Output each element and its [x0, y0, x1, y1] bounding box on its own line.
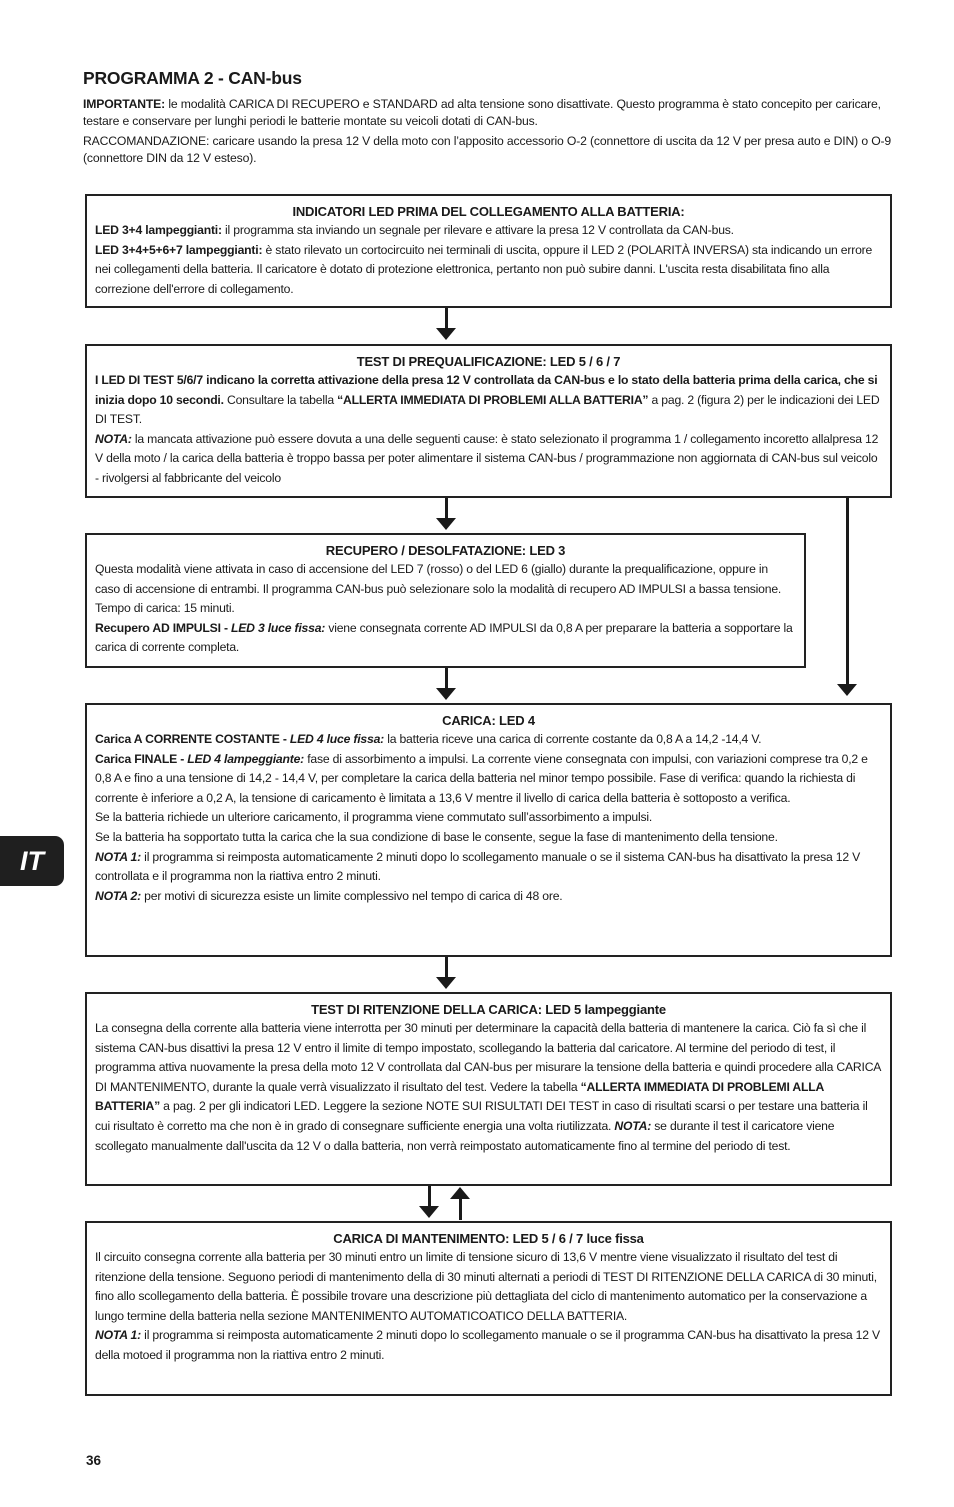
table-reference: “ALLERTA IMMEDIATA DI PROBLEMI ALLA BATTERIA”	[95, 1079, 824, 1114]
text: il programma sta inviando un segnale per rilevare e attivare la presa 12 V controllata da CAN-bus.	[221, 223, 734, 237]
down-arrow-icon	[419, 1206, 439, 1218]
down-arrow-icon	[837, 684, 857, 696]
text: Consultare la tabella	[223, 392, 338, 407]
led-label: LED 4 luce fissa:	[289, 732, 385, 746]
box-paragraph	[95, 750, 882, 809]
flow-arrow-line	[445, 668, 448, 689]
box-title: CARICA: LED 4	[442, 713, 535, 728]
box-paragraph	[95, 241, 882, 300]
language-tab: IT	[0, 836, 64, 886]
flow-arrow-line	[428, 1186, 431, 1207]
box-paragraph	[95, 221, 882, 241]
text: la mancata attivazione può essere dovuta a una delle seguenti cause: è stato selezionato il programma 1 / collegamento incoretto allalpresa 12 V della moto / la carica della batteria è troppo bassa per poter alimentare il sistema CAN-bus / programmazione non aggiornata di CAN-bus sul veicolo - rivolgersi al fabbricante del veicolo	[95, 431, 879, 485]
bold-label: Carica FINALE -	[95, 751, 188, 766]
raccomandazione-paragraph: RACCOMANDAZIONE: caricare usando la presa 12 V della moto con l’apposito accessorio O-2 (connettore di uscita da 12 V per presa auto e DIN) o O-9 (connettore DIN da 12 V esteso).	[83, 134, 892, 165]
box-title: TEST DI PREQUALIFICAZIONE: LED 5 / 6 / 7	[356, 354, 621, 369]
table-reference: “ALLERTA IMMEDIATA DI PROBLEMI ALLA BATTERIA”	[337, 392, 649, 407]
page-number: 36	[86, 1453, 102, 1468]
recovery-desulfation-box	[85, 533, 806, 668]
box-paragraph	[95, 619, 796, 658]
down-arrow-icon	[436, 977, 456, 989]
down-arrow-icon	[436, 518, 456, 530]
maintenance-charge-box	[85, 1221, 892, 1396]
led-label: LED 3 luce fissa:	[231, 620, 326, 635]
text: se durante il test il caricatore viene scollegato manualmente dall'uscita da 12 V o dalla batteria, non verrà reimpostato automaticamente fino al termine del periodo di test.	[95, 1118, 835, 1153]
box-paragraph	[95, 887, 882, 907]
flow-arrow-line	[445, 308, 448, 329]
box-paragraph	[95, 730, 882, 750]
box-paragraph: Questa modalità viene attivata in caso di accensione del LED 7 (rosso) o del LED 6 (giallo) durante la prequalificazione, oppure in caso di accensione di entrambi. Il programma CAN-bus può selezionare solo la modalità di recupero AD IMPULSI a bassa tensione. Tempo di carica: 15 minuti.	[95, 562, 782, 616]
page-title: PROGRAMMA 2 - CAN-bus	[83, 68, 302, 88]
box-title: INDICATORI LED PRIMA DEL COLLEGAMENTO ALLA BATTERIA:	[292, 204, 685, 219]
bold-label: Recupero AD IMPULSI -	[95, 620, 231, 635]
text: fase di assorbimento a impulsi. La corrente viene consegnata con impulsi, con variazioni comprese tra 0,2 e 0,8 A e fino a una tensione di 14,2 - 14,4 V, per completare la carica della batteria nel minor tempo possibile. Fase di verifica: quando la richiesta di corrente è inferiore a 0,2 A, la tensione di caricamento è limitata a 13,6 V mentre il livello di carica della batteria è sottoposto a verifica.	[95, 751, 868, 805]
down-arrow-icon	[436, 688, 456, 700]
bypass-arrow-line	[846, 498, 849, 685]
text: La consegna della corrente alla batteria viene interrotta per 30 minuti per determinare la capacità della batteria di mantenere la carica. Ciò fa sì che il sistema CAN-bus disattivi la presa 12 V entro il limite di tempo impostato, scollegando la batteria dal caricatore. Al termine del periodo di test, il programma attiva nuovamente la presa della moto 12 V controllata dal CAN-bus per misurare la tensione della batteria e quindi procedere alla CARICA DI MANTENIMENTO, durante la quale verrà visualizzato il risultato del test. Vedere la tabella	[95, 1021, 881, 1094]
box-title: TEST DI RITENZIONE DELLA CARICA: LED 5 lampeggiante	[311, 1002, 666, 1017]
text: viene consegnata corrente AD IMPULSI da 0,8 A per preparare la batteria a sopportare la carica di corrente completa.	[95, 620, 793, 655]
bold-text: I LED DI TEST 5/6/7 indicano la corretta attivazione della presa 12 V controllata da CAN-bus e lo stato della batteria prima della carica, che si inizia dopo 10 secondi.	[95, 373, 878, 407]
nota-label: NOTA 2:	[95, 888, 141, 903]
importante-text: le modalità CARICA DI RECUPERO e STANDARD ad alta tensione sono disattivate. Questo programma è stato concepito per caricare, testare e conservare per lunghi periodi le batterie montate su veicoli dotati di CAN-bus.	[83, 97, 881, 128]
flow-arrow-line	[445, 498, 448, 519]
text: è stato rilevato un cortocircuito nei terminali di uscita, oppure il LED 2 (POLARITÀ INVERSA) sta indicando un errore nei collegamenti della batteria. Il caricatore è dotato di protezione elettronica, pertanto non può subire danni. L'uscita resta disabilitata fino alla correzione dell'errore di collegamento.	[95, 242, 873, 296]
box-paragraph	[95, 1326, 882, 1365]
charge-retention-test-box	[85, 992, 892, 1186]
prequalification-test-box	[85, 344, 892, 498]
bold-label: Carica A CORRENTE COSTANTE -	[95, 732, 290, 746]
importante-label: IMPORTANTE:	[83, 97, 166, 111]
nota-label: NOTA:	[614, 1118, 652, 1133]
text: il programma si reimposta automaticamente 2 minuti dopo lo scollegamento manuale o se il sistema CAN-bus ha disattivato la presa 12 V controllata e il programma non la riattiva entro 2 minuti.	[95, 849, 861, 884]
text: a pag. 2 (figura 2) per le indicazioni dei LED DI TEST.	[95, 392, 880, 427]
charge-box	[85, 703, 892, 957]
nota-label: NOTA 1:	[95, 1328, 141, 1343]
box-paragraph	[95, 848, 882, 887]
text: a pag. 2 per gli indicatori LED. Leggere la sezione NOTE SUI RISULTATI DEI TEST in caso di risultati scarsi o per testare una batteria il cui risultato è corretto ma che non è in grado di consegnare sufficiente energia una volta riutilizzata.	[95, 1099, 868, 1133]
box-title: RECUPERO / DESOLFATAZIONE: LED 3	[325, 543, 566, 558]
nota-label: NOTA 1:	[95, 849, 141, 864]
box-paragraph: Il circuito consegna corrente alla batteria per 30 minuti entro un limite di tensione sicuro di 13,6 V mentre viene visualizzato il risultato del test di ritenzione della tensione. Seguono periodi di mantenimento della di 30 minuti alternati a periodi di TEST DI RITENZIONE DELLA CARICA di 30 minuti, fino allo scollegamento della batteria. È possibile trovare una descrizione più dettagliata del ciclo di mantenimento automatico per la conservazione a lungo termine della batteria nella sezione MANTENIMENTO AUTOMATICOATICO DELLA BATTERIA.	[95, 1250, 877, 1323]
led-indicators-box	[85, 194, 892, 308]
flow-arrow-line	[459, 1198, 462, 1220]
text: per motivi di sicurezza esiste un limite complessivo nel tempo di carica di 48 ore.	[141, 888, 563, 903]
text: la batteria riceve una carica di corrente costante da 0,8 A a 14,2 -14,4 V.	[384, 732, 762, 746]
importante-paragraph	[83, 96, 895, 130]
box-paragraph	[95, 371, 882, 430]
intro-section	[83, 96, 895, 170]
box-paragraph: Se la batteria richiede un ulteriore caricamento, il programma viene commutato sull’assorbimento a impulsi.	[95, 810, 653, 825]
led-label: LED 4 lampeggiante:	[187, 751, 305, 766]
nota-label: NOTA:	[95, 431, 132, 446]
box-title: CARICA DI MANTENIMENTO: LED 5 / 6 / 7 luce fissa	[333, 1231, 644, 1246]
bold-label: LED 3+4 lampeggianti:	[95, 223, 222, 237]
text: il programma si reimposta automaticamente 2 minuti dopo lo scollegamento manuale o se il programma CAN-bus ha disattivato la presa 12 V della motoed il programma non la riattiva entro 2 minuti.	[95, 1328, 880, 1362]
flow-arrow-line	[445, 957, 448, 978]
down-arrow-icon	[436, 328, 456, 340]
box-paragraph: Se la batteria ha sopportato tutta la carica che la sua condizione di base le consente, segue la fase di mantenimento della tensione.	[95, 829, 778, 844]
box-paragraph	[95, 1019, 882, 1156]
bold-label: LED 3+4+5+6+7 lampeggianti:	[95, 242, 263, 257]
box-paragraph	[95, 430, 882, 489]
